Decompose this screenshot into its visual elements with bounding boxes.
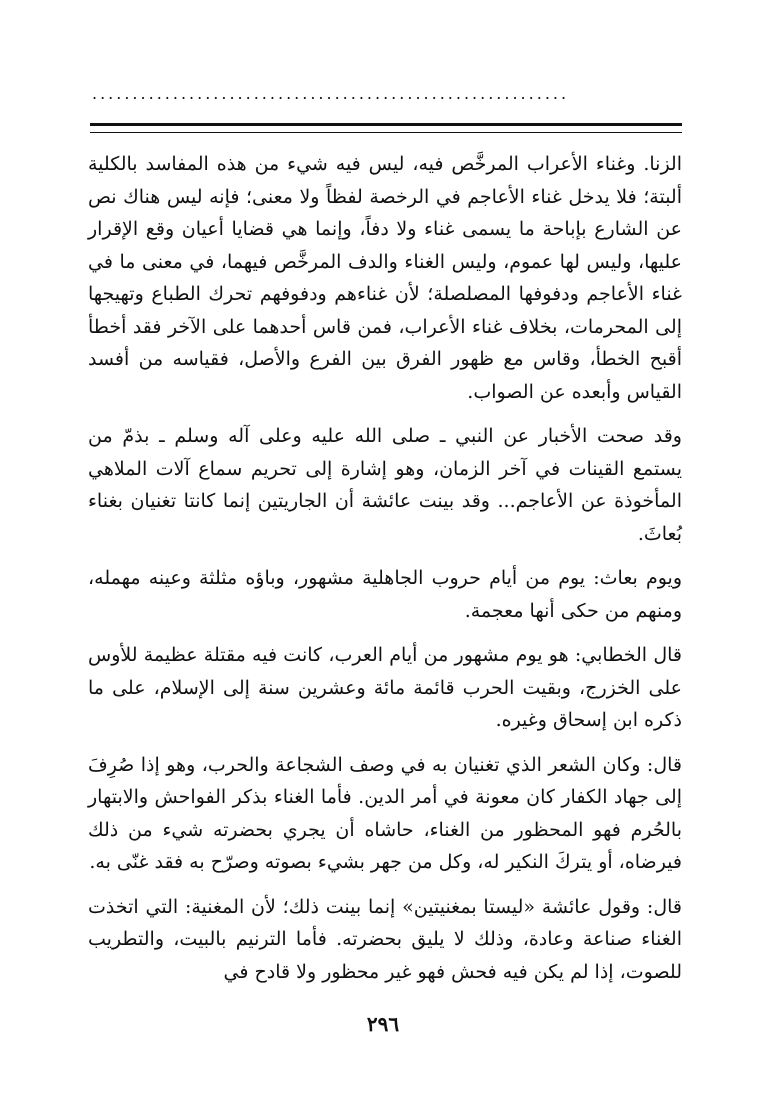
paragraph-1: الزنا. وغناء الأعراب المرخَّص فيه، ليس فيه شيء من هذه المفاسد بالكلية ألبتة؛ فلا يدخل غناء الأعاجم في الرخصة لفظاً ولا معنى؛ فإنه ليس هناك نص عن الشارع بإباحة ما يسمى غناء ولا دفاً، وإنما هي قضايا أعيان وقع الإقرار عليها، وليس لها عموم، وليس الغناء والدف المرخَّص فيهما، في معنى ما في غناء الأعاجم ودفوفها المصلصلة؛ لأن غناءهم ودفوفهم تحرك الطباع وتهيجها إلى المحرمات، بخلاف غناء الأعراب، فمن قاس أحدهما على الآخر فقد أخطأ أقبح الخطأ، وقاس مع ظهور الفرق بين الفرع والأصل، فقياسه من أفسد القياس وأبعده عن الصواب.: [88, 153, 683, 403]
page-body: [88, 148, 682, 988]
header-dotted-line: ...........................................................: [92, 84, 570, 103]
paragraph-3: ويوم بعاث: يوم من أيام حروب الجاهلية مشهور، وباؤه مثلثة وعينه مهمله، ومنهم من حكى أنها معجمة.: [88, 567, 682, 622]
header-rule-thick: [90, 123, 682, 126]
header-rule-thin: [90, 132, 682, 133]
paragraph-2: وقد صحت الأخبار عن النبي ـ صلى الله عليه وعلى آله وسلم ـ بذمّ من يستمع القينات في آخر الزمان، وهو إشارة إلى تحريم سماع آلات الملاهي المأخوذة عن الأعاجم... وقد بينت عائشة أن الجاريتين إنما كانتا تغنيان بغناء بُعاثَ.: [88, 425, 682, 545]
paragraph-4: قال الخطابي: هو يوم مشهور من أيام العرب، كانت فيه مقتلة عظيمة للأوس على الخزرج، وبقيت الحرب قائمة مائة وعشرين سنة إلى الإسلام، على ما ذكره ابن إسحاق وغيره.: [88, 644, 682, 731]
page-number: ٢٩٦: [366, 1012, 400, 1036]
paragraph-5: قال: وكان الشعر الذي تغنيان به في وصف الشجاعة والحرب، وهو إذا صُرِفَ إلى جهاد الكفار كان معونة في أمر الدين. فأما الغناء بذكر الفواحش والابتهار بالحُرم فهو المحظور من الغناء، حاشاه أن يجري بحضرته شيء من ذلك فيرضاه، أو يتركَ النكير له، وكل من جهر بشيء بصوته وصرّح به فقد غنّى به.: [88, 753, 682, 873]
paragraph-6: قال: وقول عائشة «ليستا بمغنيتين» إنما بينت ذلك؛ لأن المغنية: التي اتخذت الغناء صناعة وعادة، وذلك لا يليق بحضرته. فأما الترنيم بالبيت، والتطريب للصوت، إذا لم يكن فيه فحش فهو غير محظور ولا قادح في: [88, 895, 682, 983]
